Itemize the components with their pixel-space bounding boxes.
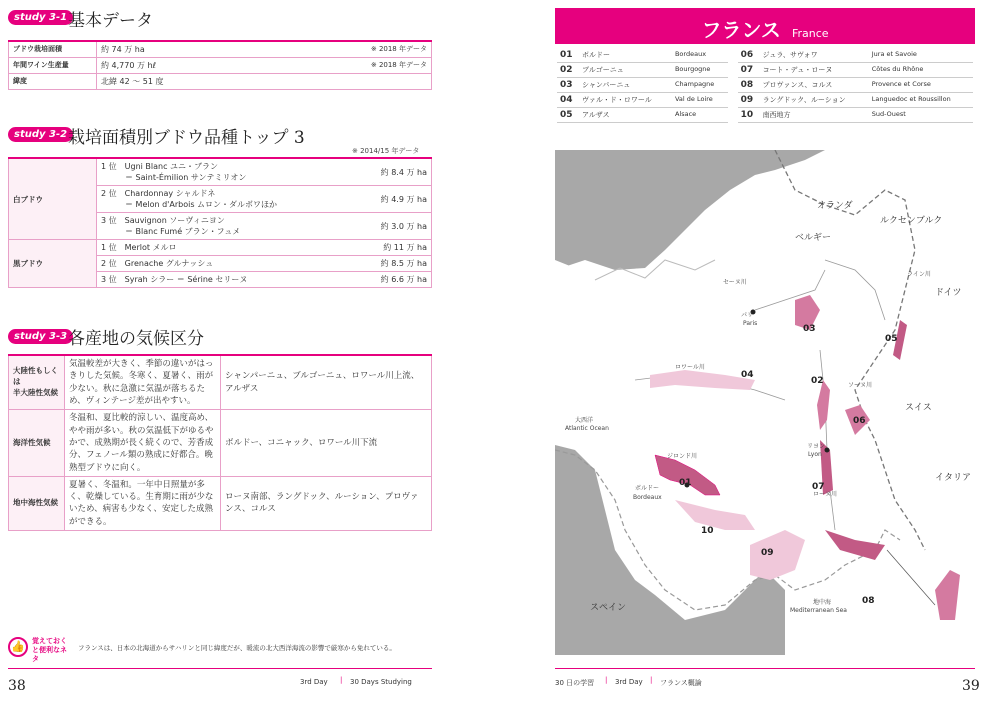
label-atlantic-en: Atlantic Ocean: [565, 425, 609, 432]
label-rhone: ローヌ川: [813, 491, 838, 498]
region-name-fr: Bordeaux: [672, 48, 728, 63]
region-number: 07: [738, 63, 760, 78]
basic-label: 緯度: [9, 74, 97, 90]
variety-area: 約 4.9 万 ha: [352, 186, 432, 213]
label-med-en: Mediterranean Sea: [790, 607, 847, 614]
region-number: 09: [738, 93, 760, 108]
label-switzerland: スイス: [905, 403, 932, 413]
white-grape-label: 白ブドウ: [9, 158, 97, 240]
label-germany: ドイツ: [935, 288, 962, 298]
red-grape-label: 黒ブドウ: [9, 240, 97, 288]
label-belgium: ベルギー: [795, 233, 832, 243]
left-page: [0, 0, 470, 701]
basic-value: 北緯 42 〜 51 度: [97, 74, 432, 90]
variety-name: Chardonnay シャルドネ: [124, 189, 216, 198]
label-lyon-fr: Lyon: [808, 451, 822, 458]
label-gironde: ジロンド川: [667, 453, 698, 460]
climate-type: 大陸性もしくは 半大陸性気候: [9, 355, 65, 410]
label-rhine: ライン川: [907, 271, 931, 278]
tip-label: 覚えておくと便利なネタ: [32, 637, 67, 664]
climate-regions: ローヌ南部、ラングドック、ルーション、プロヴァンス、コルス: [221, 476, 432, 530]
map-num-08: 08: [862, 596, 875, 606]
region-name-fr: Jura et Savoie: [869, 48, 973, 63]
column-gap: [728, 108, 738, 123]
footer-day-left: 3rd Day: [300, 678, 328, 686]
footer-divider: |: [605, 676, 608, 684]
label-bordeaux-jp: ボルドー: [635, 485, 660, 492]
climate-regions: シャンパーニュ、ブルゴーニュ、ロワール川上流、アルザス: [221, 355, 432, 410]
region-name-jp: ボルドー: [579, 48, 672, 63]
page-number-right: 39: [962, 678, 980, 694]
region-name-jp: プロヴァンス、コルス: [760, 78, 869, 93]
region-row: [557, 93, 973, 108]
label-med-jp: 地中海: [813, 599, 832, 606]
region-number: 06: [738, 48, 760, 63]
rank: 1 位: [101, 162, 117, 171]
variety-alias: ＝ Saint-Émilion サンテミリオン: [125, 173, 247, 182]
country-title-jp: フランス: [701, 18, 781, 42]
label-luxembourg: ルクセンブルク: [880, 216, 943, 226]
region-number: 04: [557, 93, 579, 108]
region-number: 02: [557, 63, 579, 78]
region-name-jp: ヴァル・ド・ロワール: [579, 93, 672, 108]
label-atlantic-jp: 大西洋: [575, 417, 594, 424]
variety-row: [97, 272, 352, 288]
variety-row: [97, 158, 352, 186]
basic-note: ※ 2018 年データ: [262, 41, 431, 58]
variety-alias: ＝ Melon d'Arbois ムロン・ダルボワほか: [125, 200, 278, 209]
label-loire: ロワール川: [675, 364, 705, 371]
label-spain: スペイン: [590, 603, 627, 613]
thumbs-up-icon: 👍: [8, 637, 28, 657]
region-name-jp: アルザス: [579, 108, 672, 123]
page-number-left: 38: [8, 678, 26, 694]
map-num-01: 01: [679, 478, 692, 488]
footer-rule: [8, 668, 432, 669]
basic-note: ※ 2018 年データ: [262, 58, 431, 74]
footer-title-right: フランス概論: [660, 679, 702, 687]
label-paris-fr: Paris: [743, 320, 758, 327]
country-title-en: France: [791, 27, 829, 40]
label-italy: イタリア: [935, 473, 972, 483]
column-gap: [728, 48, 738, 63]
climate-desc: 冬温和、夏比較的涼しい、温度高め、やや雨が多い。秋の気温低下がゆるやかで、成熟期が長く続くので、芳香成分、フェノール類の熟成に好都合。晩熟型ブドウに向く。: [65, 410, 221, 477]
region-row: [557, 48, 973, 63]
map-num-07: 07: [812, 482, 825, 492]
region-name-fr: Sud-Ouest: [869, 108, 973, 123]
country-header: [555, 8, 975, 44]
rank: 2 位: [101, 259, 117, 268]
region-number: 08: [738, 78, 760, 93]
tip-text: フランスは、日本の北海道からサハリンと同じ緯度だが、暖流の北大西洋海流の影響で厳寒から免れている。: [78, 644, 396, 652]
variety-row: [97, 256, 352, 272]
map-num-05: 05: [885, 334, 898, 344]
footer-divider: |: [340, 676, 343, 684]
map-num-10: 10: [701, 526, 714, 536]
region-name-jp: コート・デュ・ローヌ: [760, 63, 869, 78]
region-row: [557, 78, 973, 93]
column-gap: [728, 93, 738, 108]
rank: 3 位: [101, 275, 117, 284]
variety-table: [8, 157, 432, 288]
region-name-jp: ラングドック、ルーション: [760, 93, 869, 108]
variety-area: 約 3.0 万 ha: [352, 213, 432, 240]
section-badge-3-2: study 3-2: [8, 127, 73, 142]
variety-name: Sauvignon ソーヴィニヨン: [124, 216, 225, 225]
variety-name: Merlot メルロ: [124, 243, 177, 252]
label-netherlands: オランダ: [817, 201, 853, 211]
variety-alias: ＝ Blanc Fumé ブラン・フュメ: [125, 227, 241, 236]
label-seine: セーヌ川: [723, 279, 747, 286]
variety-row: [97, 240, 352, 256]
basic-label: 年間ワイン生産量: [9, 58, 97, 74]
france-map: [555, 150, 975, 655]
column-gap: [728, 63, 738, 78]
region-name-fr: Côtes du Rhône: [869, 63, 973, 78]
region-name-fr: Languedoc et Roussillon: [869, 93, 973, 108]
label-lyon-jp: リヨン: [807, 443, 826, 450]
variety-name: Ugni Blanc ユニ・ブラン: [124, 162, 219, 171]
region-name-fr: Val de Loire: [672, 93, 728, 108]
region-number: 05: [557, 108, 579, 123]
region-name-fr: Champagne: [672, 78, 728, 93]
footer-day-right: 3rd Day: [615, 678, 643, 686]
variety-name: Syrah シラー ＝ Sérine セリーヌ: [124, 275, 248, 284]
variety-row: [97, 186, 352, 213]
basic-value: 約 4,770 万 hℓ: [97, 58, 263, 74]
section-badge-3-1: study 3-1: [8, 10, 73, 25]
region-name-jp: ジュラ、サヴォワ: [760, 48, 869, 63]
climate-regions: ボルドー、コニャック、ロワール川下流: [221, 410, 432, 477]
footer-rule-right: [555, 668, 975, 669]
map-num-03: 03: [803, 324, 816, 334]
lyon-dot: [825, 448, 830, 453]
footer-title-left: 30 Days Studying: [350, 678, 412, 686]
region-number: 10: [738, 108, 760, 123]
map-num-04: 04: [741, 370, 754, 380]
variety-name: Grenache グルナッシュ: [124, 259, 214, 268]
variety-data-note: ※ 2014/15 年データ: [352, 147, 420, 155]
basic-value: 約 74 万 ha: [97, 41, 263, 58]
country-header-text: [555, 14, 975, 43]
region-number: 01: [557, 48, 579, 63]
column-gap: [728, 78, 738, 93]
basic-label: ブドウ栽培面積: [9, 41, 97, 58]
basic-data-table: [8, 40, 432, 90]
climate-table: [8, 354, 432, 531]
variety-area: 約 11 万 ha: [352, 240, 432, 256]
map-num-02: 02: [811, 376, 824, 386]
variety-area: 約 8.4 万 ha: [352, 158, 432, 186]
climate-desc: 夏暑く、冬温和。一年中日照量が多く、乾燥している。生育期に雨が少ないため、病害も少なく、安定した成熟ができる。: [65, 476, 221, 530]
map-num-09: 09: [761, 548, 774, 558]
rank: 2 位: [101, 189, 117, 198]
section-title-climate: 各産地の気候区分: [68, 329, 204, 349]
section-title-grape-varieties: 栽培面積別ブドウ品種トップ 3: [68, 128, 305, 148]
map-num-06: 06: [853, 416, 866, 426]
region-name-fr: Alsace: [672, 108, 728, 123]
rank: 3 位: [101, 216, 117, 225]
climate-type: 海洋性気候: [9, 410, 65, 477]
section-title-basic-data: 基本データ: [68, 11, 153, 31]
section-badge-3-3: study 3-3: [8, 329, 73, 344]
footer-book: 30 日の学習: [555, 679, 595, 687]
region-name-jp: ブルゴーニュ: [579, 63, 672, 78]
variety-area: 約 6.6 万 ha: [352, 272, 432, 288]
footer-divider: |: [650, 676, 653, 684]
label-saone: ソーヌ川: [848, 382, 873, 389]
region-name-fr: Provence et Corse: [869, 78, 973, 93]
region-list: [557, 48, 973, 123]
climate-desc: 気温較差が大きく、季節の違いがはっきりした気候。冬寒く、夏暑く、雨が少ない。秋に急激に気温が落ちるため、ヴィンテージ差が出やすい。: [65, 355, 221, 410]
variety-area: 約 8.5 万 ha: [352, 256, 432, 272]
climate-type: 地中海性気候: [9, 476, 65, 530]
variety-row: [97, 213, 352, 240]
region-name-jp: シャンパーニュ: [579, 78, 672, 93]
label-bordeaux-fr: Bordeaux: [633, 494, 662, 501]
rank: 1 位: [101, 243, 117, 252]
region-name-jp: 南西地方: [760, 108, 869, 123]
region-row: [557, 108, 973, 123]
region-number: 03: [557, 78, 579, 93]
region-row: [557, 63, 973, 78]
label-paris-jp: パリ: [741, 312, 754, 319]
region-name-fr: Bourgogne: [672, 63, 728, 78]
